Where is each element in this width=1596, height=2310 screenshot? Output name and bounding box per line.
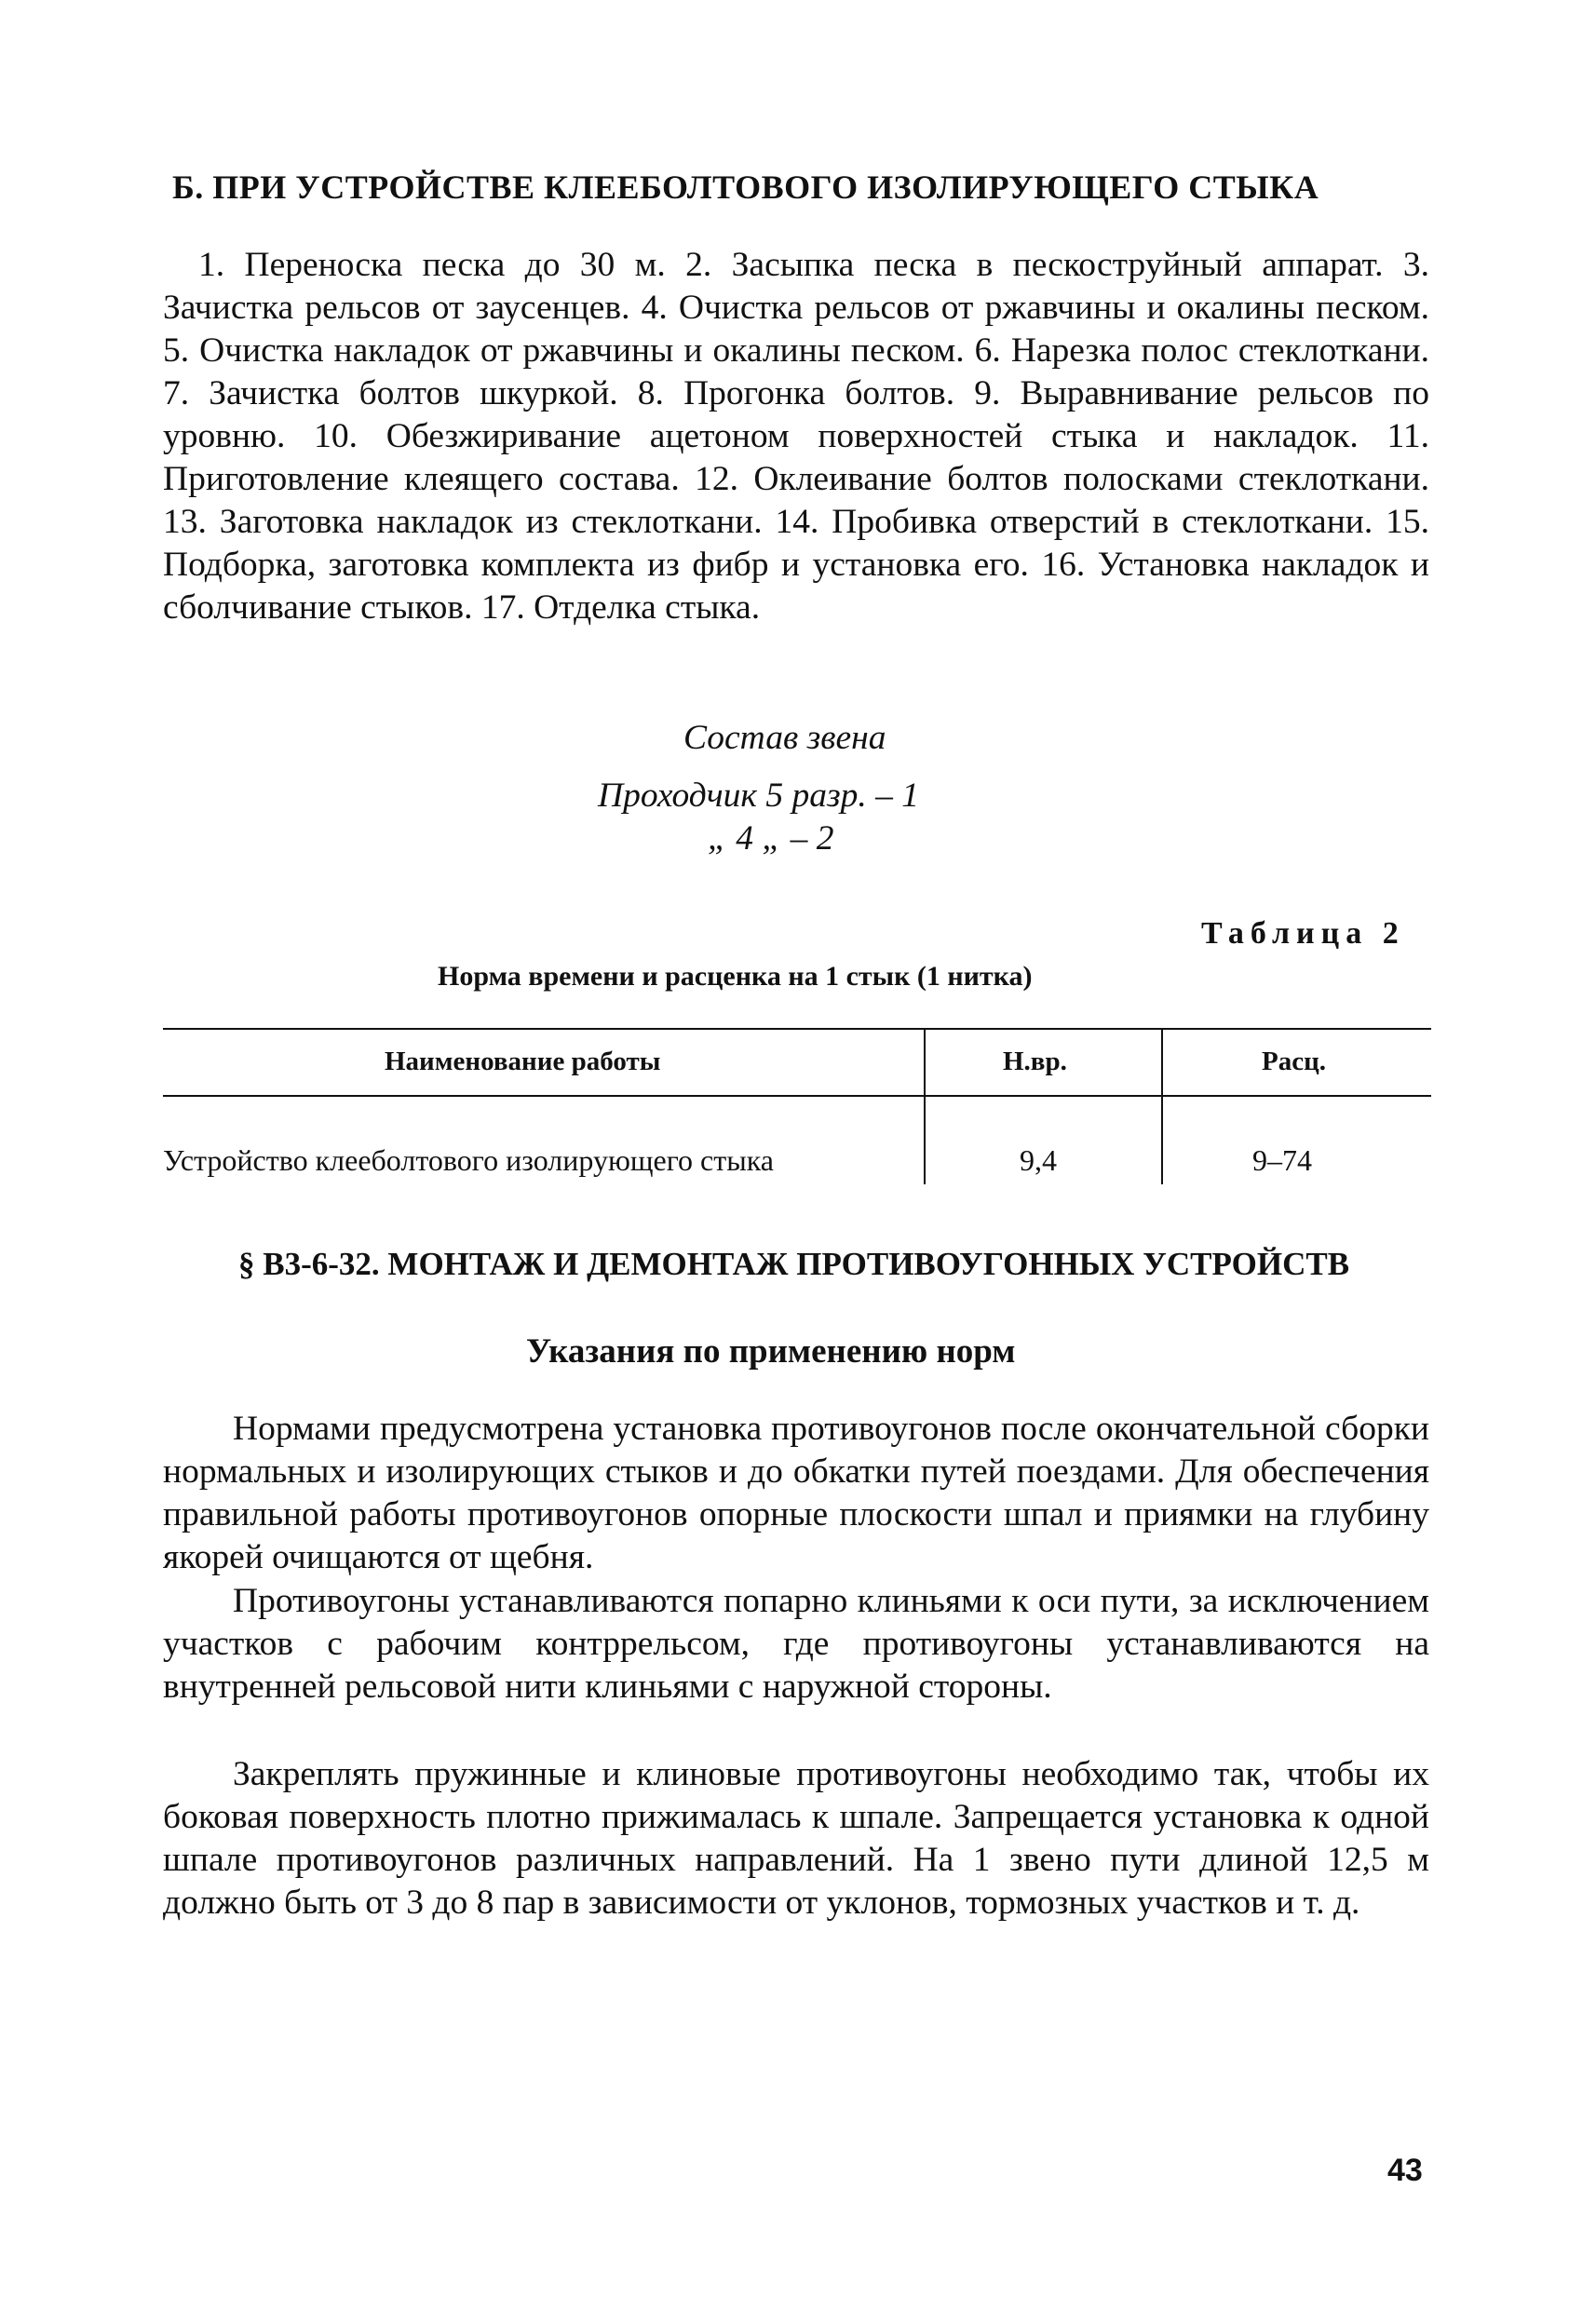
section-b3-heading: § В3-6-32. МОНТАЖ И ДЕМОНТАЖ ПРОТИВОУГОННЫХ УСТРОЙСТВ — [238, 1246, 1350, 1282]
table-label: Таблица 2 — [1201, 916, 1405, 951]
table-caption: Норма времени и расценка на 1 стык (1 нитка) — [438, 961, 1033, 992]
operations-list: 1. Переноска песка до 30 м. 2. Засыпка песка в пескоструйный аппарат. 3. Зачистка рельсов от заусенцев. 4. Очистка рельсов от ржавчины и окалины песком. 5. Очистка накладок от ржавчины и окалины песком. 6. Нарезка полос стеклоткани. 7. Зачистка болтов шкуркой. 8. Прогонка болтов. 9. Выравнивание рельсов по уровню. 10. Обезжиривание ацетоном поверхностей стыка и накладок. 11. Приготовление клеящего состава. 12. Оклеивание болтов полосками стеклоткани. 13. Заготовка накладок из стеклоткани. 14. Пробивка отверстий в стеклоткани. 15. Подборка, заготовка комплекта из фибр и установка его. 16. Установка накладок и сболчивание стыков. 17. Отделка стыка. — [163, 246, 1429, 627]
application-notes-heading: Указания по применению норм — [526, 1332, 1016, 1371]
page-number: 43 — [1387, 2153, 1423, 2188]
crew-title: Состав звена — [683, 719, 886, 757]
table-top-rule — [163, 1028, 1431, 1030]
paragraph: Нормами предусмотрена установка противоугонов после окончательной сборки нормальных и изолирующих стыков и до обкатки путей поездами. Для обеспечения правильной работы противоугонов опорные плоскости шпал и приямки на глубину якорей очищаются от щебня. — [163, 1410, 1429, 1576]
table-header-time-norm: Н.вр. — [1003, 1047, 1067, 1076]
table-cell-time-norm: 9,4 — [1020, 1143, 1057, 1177]
table-header-rule — [163, 1095, 1431, 1097]
norms-table — [163, 1028, 1431, 1188]
table-header-rate: Расц. — [1262, 1047, 1327, 1076]
paragraph: Противоугоны устанавливаются попарно клиньями к оси пути, за исключением участков с рабочим контррельсом, где противоугоны устанавливаются на внутренней рельсовой нити клиньями с наружной стороны. — [163, 1582, 1429, 1706]
table-column-divider — [924, 1030, 926, 1184]
section-b-heading: Б. ПРИ УСТРОЙСТВЕ КЛЕЕБОЛТОВОГО ИЗОЛИРУЮЩЕГО СТЫКА — [172, 169, 1319, 206]
table-cell-rate: 9–74 — [1252, 1143, 1312, 1177]
crew-line-2: „ 4 „ – 2 — [708, 819, 834, 858]
paragraph: Закреплять пружинные и клиновые противоугоны необходимо так, чтобы их боковая поверхность плотно прижималась к шпале. Запрещается установка к одной шпале противоугонов различных направлений. На 1 звено пути длиной 12,5 м должно быть от 3 до 8 пар в зависимости от уклонов, тормозных участков и т. д. — [163, 1755, 1429, 1922]
table-column-divider — [1161, 1030, 1163, 1184]
table-cell-work: Устройство клеeболтового изолирующего стыка — [163, 1143, 774, 1177]
table-header-work: Наименование работы — [385, 1047, 661, 1076]
crew-line-1: Проходчик 5 разр. – 1 — [598, 777, 919, 815]
